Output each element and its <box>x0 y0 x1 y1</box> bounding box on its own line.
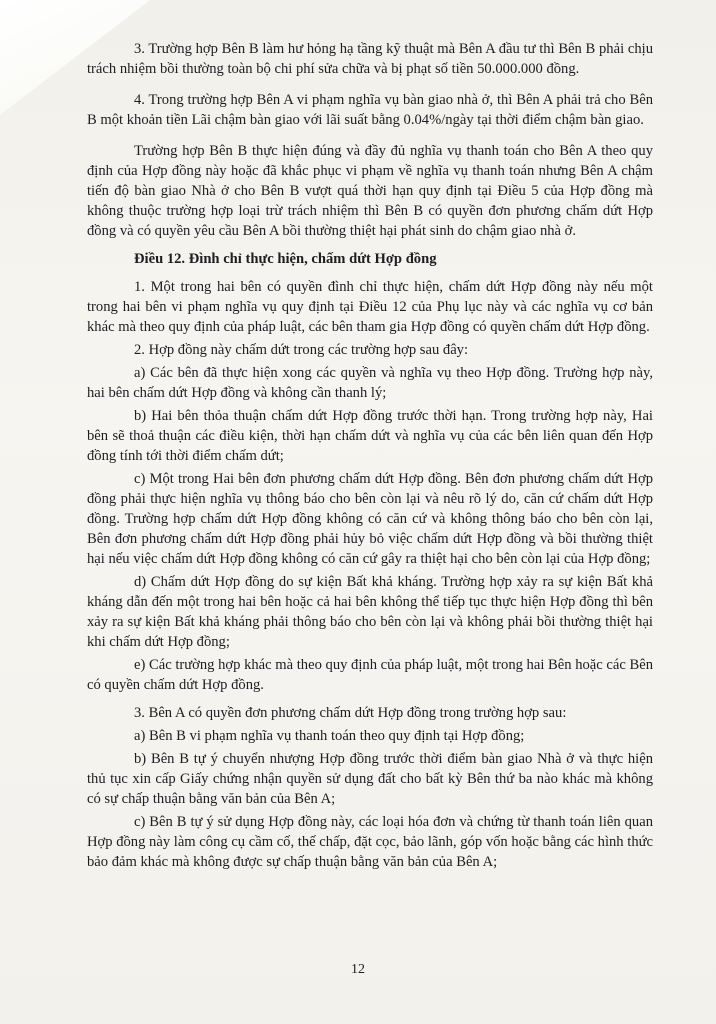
clause-4-late-handover: 4. Trong trường hợp Bên A vi phạm nghĩa vụ bàn giao nhà ở, thì Bên A phải trả cho Bên B một khoản tiền Lãi chậm bàn giao với lãi suất bằng 0.04%/ngày tại thời điểm chậm bàn giao. <box>87 92 653 128</box>
clause-2-item-c: c) Một trong Hai bên đơn phương chấm dứt Hợp đồng. Bên đơn phương chấm dứt Hợp đồng phải thực hiện nghĩa vụ thông báo cho bên còn lại và nêu rõ lý do, căn cứ chấm dứt Hợp đồng. Trường hợp chấm dứt Hợp đồng không có căn cứ và không thông báo cho bên còn lại, Bên đơn phương chấm dứt Hợp đồng phải hủy bỏ việc chấm dứt Hợp đồng và bồi thường thiệt hại nếu việc chấm dứt Hợp đồng không có căn cứ gây ra thiệt hại cho bên còn lại của Hợp đồng; <box>87 471 653 567</box>
clause-2-item-d: d) Chấm dứt Hợp đồng do sự kiện Bất khả kháng. Trường hợp xảy ra sự kiện Bất khả kháng dẫn đến một trong hai bên hoặc cả hai bên không thể tiếp tục thực hiện Hợp đồng thì bên xảy ra sự kiện Bất khả kháng phải thông báo cho bên còn lại và không phải bồi thường thiệt hại khi chấm dứt Hợp đồng; <box>87 574 653 650</box>
page-number: 12 <box>351 962 365 977</box>
paragraph-late-handover-termination: Trường hợp Bên B thực hiện đúng và đầy đủ nghĩa vụ thanh toán cho Bên A theo quy định của Hợp đồng này hoặc đã khắc phục vi phạm về nghĩa vụ thanh toán nhưng Bên A chậm tiến độ bàn giao Nhà ở cho Bên B vượt quá thời hạn quy định tại Điều 5 của Hợp đồng mà không thuộc trường hợp loại trừ trách nhiệm thì Bên B có quyền đơn phương chấm dứt Hợp đồng và có quyền yêu cầu Bên A bồi thường thiệt hại phát sinh do chậm giao nhà ở. <box>87 143 653 239</box>
article-12-clause-2: 2. Hợp đồng này chấm dứt trong các trường hợp sau đây: <box>134 342 469 358</box>
clause-2-item-a: a) Các bên đã thực hiện xong các quyền và nghĩa vụ theo Hợp đồng. Trường hợp này, hai bên chấm dứt Hợp đồng và không cần thanh lý; <box>87 365 653 401</box>
article-12-heading: Điều 12. Đình chỉ thực hiện, chấm dứt Hợp đồng <box>134 251 437 267</box>
document-body <box>87 39 653 872</box>
article-12-clause-1: 1. Một trong hai bên có quyền đình chỉ thực hiện, chấm dứt Hợp đồng này nếu một trong hai bên vi phạm nghĩa vụ quy định tại Điều 12 của Phụ lục này và các nghĩa vụ cơ bản khác mà theo quy định của pháp luật, các bên tham gia Hợp đồng có quyền chấm dứt Hợp đồng. <box>87 279 653 335</box>
clause-3-item-b: b) Bên B tự ý chuyển nhượng Hợp đồng trước thời điểm bàn giao Nhà ở và thực hiện thủ tục xin cấp Giấy chứng nhận quyền sử dụng đất cho bất kỳ Bên thứ ba nào khác mà không có sự chấp thuận bằng văn bản của Bên A; <box>87 751 653 807</box>
clause-3-infrastructure-damage: 3. Trường hợp Bên B làm hư hỏng hạ tầng kỹ thuật mà Bên A đầu tư thì Bên B phải chịu trách nhiệm bồi thường toàn bộ chi phí sửa chữa và bị phạt số tiền 50.000.000 đồng. <box>87 41 653 77</box>
clause-2-item-b: b) Hai bên thỏa thuận chấm dứt Hợp đồng trước thời hạn. Trong trường hợp này, Hai bên sẽ thoả thuận các điều kiện, thời hạn chấm dứt và nghĩa vụ của các bên liên quan đến Hợp đồng tính tới thời điểm chấm dứt; <box>87 408 653 464</box>
clause-2-item-e: e) Các trường hợp khác mà theo quy định của pháp luật, một trong hai Bên hoặc các Bên có quyền chấm dứt Hợp đồng. <box>87 657 653 693</box>
clause-3-item-c: c) Bên B tự ý sử dụng Hợp đồng này, các loại hóa đơn và chứng từ thanh toán liên quan Hợp đồng này làm công cụ cầm cố, thế chấp, đặt cọc, bảo lãnh, góp vốn hoặc bằng các hình thức bảo đảm khác mà không được sự chấp thuận bằng văn bản của Bên A; <box>87 814 653 870</box>
clause-3-item-a: a) Bên B vi phạm nghĩa vụ thanh toán theo quy định tại Hợp đồng; <box>134 728 525 744</box>
article-12-clause-3: 3. Bên A có quyền đơn phương chấm dứt Hợp đồng trong trường hợp sau: <box>134 705 567 721</box>
